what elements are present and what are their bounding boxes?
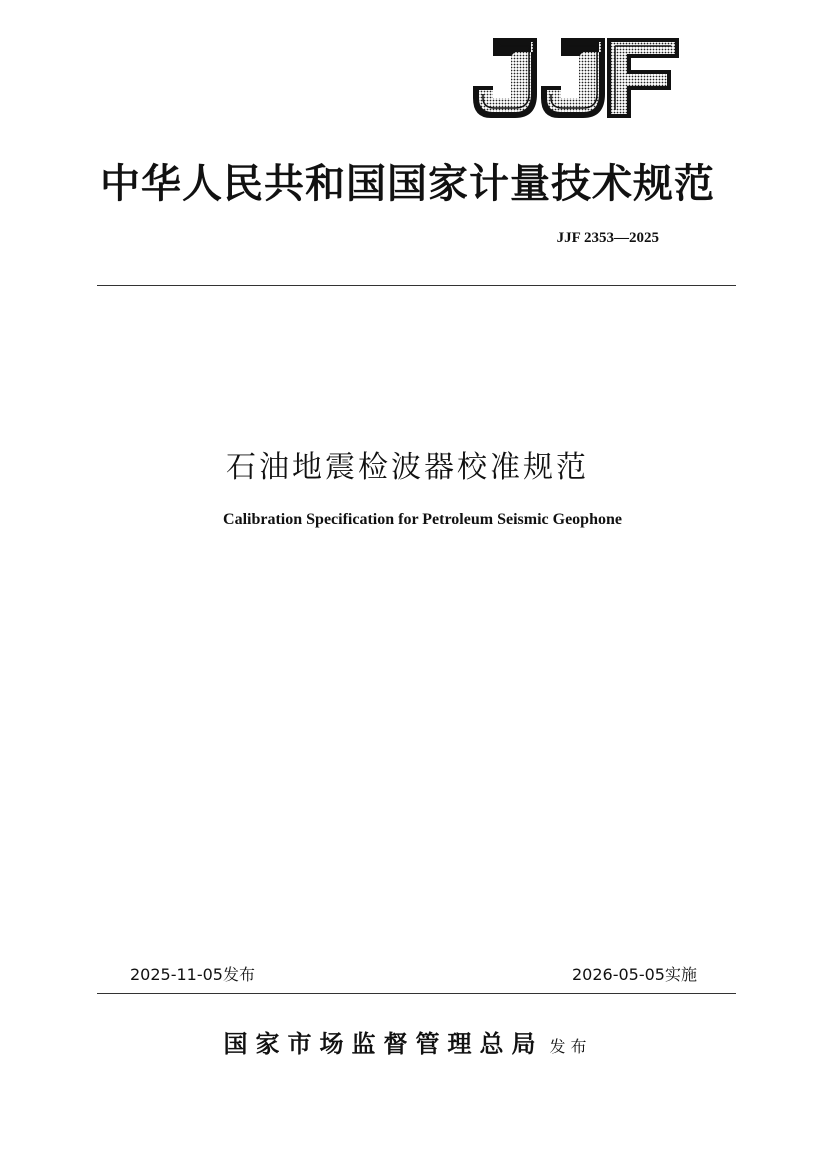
issue-date: 2025-11-05发布 <box>130 965 255 984</box>
issuer-name: 国家市场监督管理总局 <box>223 1029 544 1058</box>
document-title-en: Calibration Specification for Petroleum Seismic Geophone <box>223 511 622 528</box>
top-divider <box>97 285 736 286</box>
bottom-divider <box>97 993 736 994</box>
document-title-cn: 石油地震检波器校准规范 <box>226 450 589 485</box>
standard-category-title: 中华人民共和国国家计量技术规范 <box>100 160 715 207</box>
issuer-line <box>0 1024 815 1059</box>
standard-number: JJF 2353—2025 <box>556 230 659 246</box>
implementation-date: 2026-05-05实施 <box>572 965 697 984</box>
jjf-logo <box>471 36 681 120</box>
issued-label: 发布 <box>549 1037 592 1056</box>
